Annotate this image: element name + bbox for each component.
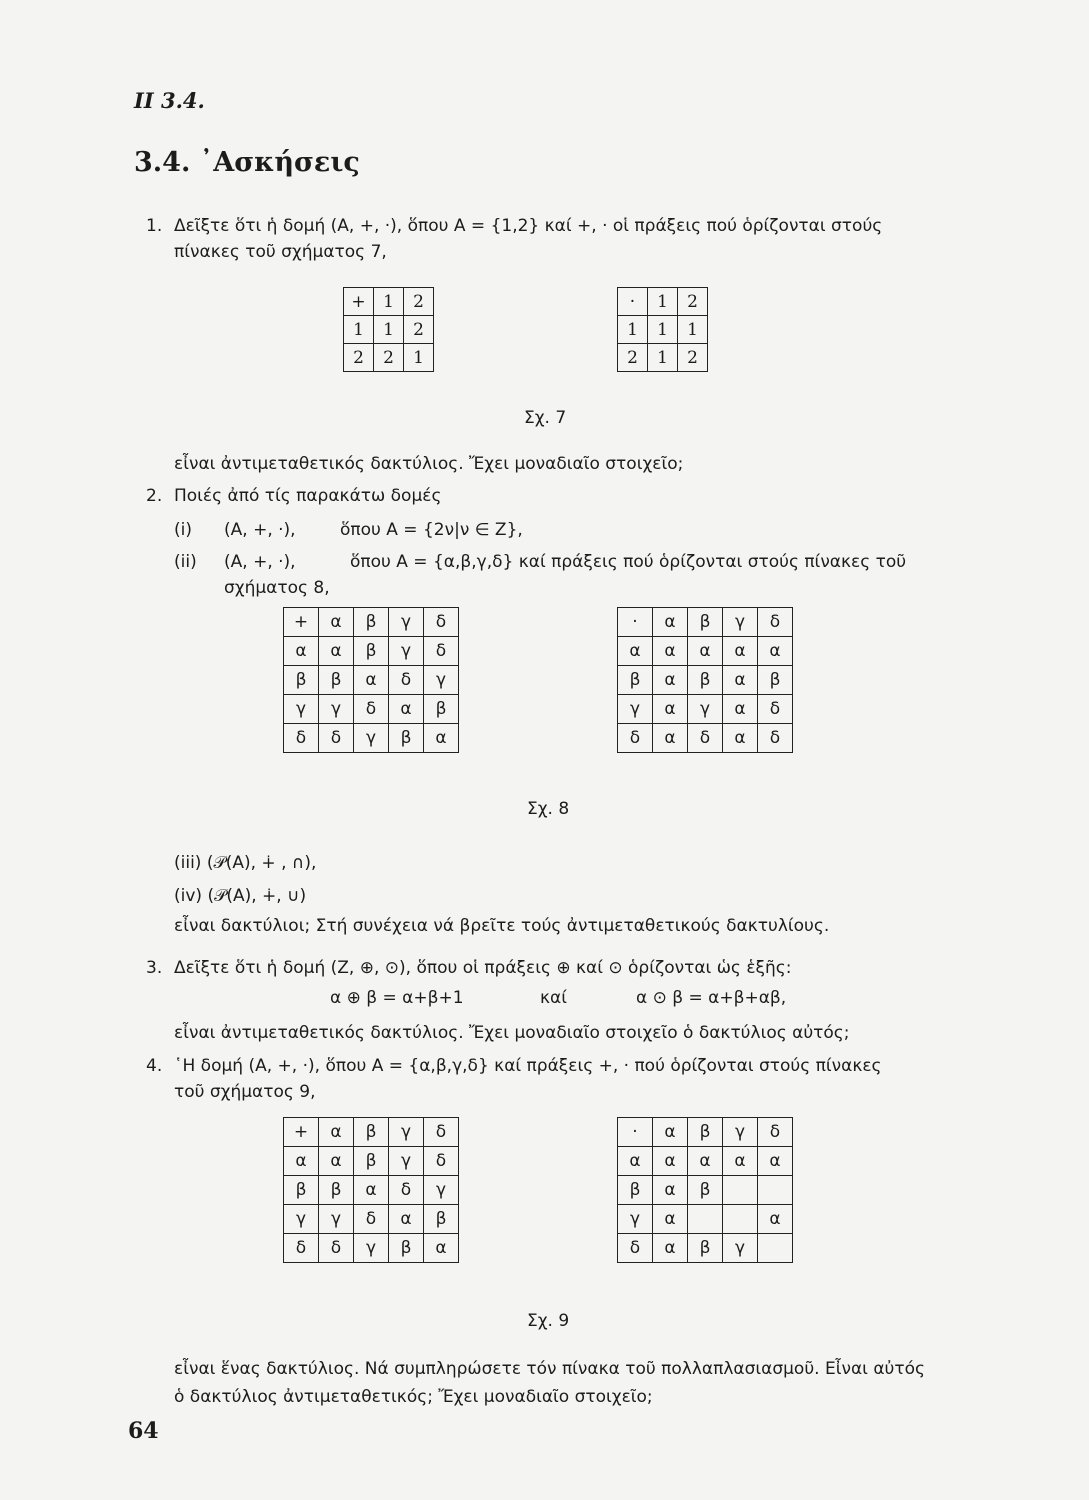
table-cell: 1 [648,344,678,372]
table-row [618,316,708,344]
table-header-row [618,288,708,316]
table-row [618,695,793,724]
column-header: β [354,1118,389,1147]
table-cell: γ [688,695,723,724]
row-header: β [284,1176,319,1205]
column-header: α [653,1118,688,1147]
structure-notation: (Α, +, ·), [224,520,296,540]
table-row [618,637,793,666]
exercise-text: Δεῖξτε ὅτι ἡ δομή (Α, +, ·), ὅπου Α = {1,2} καί +, · οἱ πράξεις πού ὁρίζονται στούς [174,216,883,236]
figure-caption-7: Σχ. 7 [524,408,567,428]
table-row [618,1147,793,1176]
table-cell: γ [319,1205,354,1234]
column-header: β [688,1118,723,1147]
table-cell: α [723,724,758,753]
table-row [284,1176,459,1205]
table-cell: δ [319,724,354,753]
column-header: δ [424,608,459,637]
table-cell: α [389,695,424,724]
table-cell: α [758,1205,793,1234]
table-row [618,666,793,695]
exercise-number: 3. [146,958,163,978]
table-row [618,724,793,753]
table-cell: β [389,1234,424,1263]
fig9-multiplication-table [617,1117,793,1263]
table-cell: α [653,1205,688,1234]
table-cell: α [723,695,758,724]
column-header: δ [758,1118,793,1147]
empty-cell [758,1234,793,1263]
row-header: γ [618,1205,653,1234]
column-header: β [354,608,389,637]
exercise-2-conclusion: εἶναι δακτύλιοι; Στή συνέχεια νά βρεῖτε τούς ἀντιμεταθετικούς δακτυλίους. [174,916,830,936]
column-header: 2 [404,288,434,316]
table-cell: 2 [374,344,404,372]
exercise-text: Δεῖξτε ὅτι ἡ δομή (Ζ, ⊕, ⊙), ὅπου οἱ πράξεις ⊕ καί ⊙ ὁρίζονται ὡς ἑξῆς: [174,958,792,978]
table-cell: 1 [404,344,434,372]
exercise-number: 2. [146,486,163,506]
table-cell: α [424,724,459,753]
column-header: α [319,1118,354,1147]
table-cell: γ [389,637,424,666]
table-cell: α [653,1147,688,1176]
table-header-row [618,608,793,637]
table-row [344,344,434,372]
operator-symbol: · [618,608,653,637]
structure-iii: (iii) (𝒫(Α), ∔ , ∩), [174,853,317,873]
column-header: δ [424,1118,459,1147]
table-cell: γ [389,1147,424,1176]
row-header: 1 [344,316,374,344]
table-cell: α [758,1147,793,1176]
column-header: δ [758,608,793,637]
row-header: β [618,666,653,695]
column-header: γ [723,608,758,637]
fig8-addition-table [283,607,459,753]
exercise-3-line-2: εἶναι ἀντιμεταθετικός δακτύλιος. Ἔχει μοναδιαῖο στοιχεῖο ὁ δακτύλιος αὐτός; [174,1023,850,1043]
table-cell: δ [688,724,723,753]
table-header-row [284,1118,459,1147]
fig8-multiplication-table [617,607,793,753]
exercise-text: Ποιές ἀπό τίς παρακάτω δομές [174,486,442,506]
formula-oplus: α ⊕ β = α+β+1 [330,988,464,1008]
table-cell: β [424,695,459,724]
table-cell: δ [758,695,793,724]
row-header: 2 [618,344,648,372]
exercise-text: ῾Η δομή (Α, +, ·), ὅπου Α = {α,β,γ,δ} καί πράξεις +, · πού ὁρίζονται στούς πίνακες [174,1056,882,1076]
table-cell: α [653,724,688,753]
row-header: β [618,1176,653,1205]
table-cell: δ [389,666,424,695]
table-cell: γ [424,1176,459,1205]
exercise-2-intro [146,483,441,509]
table-cell: 1 [678,316,708,344]
table-row [618,1234,793,1263]
structure-iv: (iv) (𝒫(Α), ∔, ∪) [174,886,307,906]
row-header: β [284,666,319,695]
table-cell: δ [389,1176,424,1205]
table-cell: α [424,1234,459,1263]
page-number: 64 [128,1418,159,1444]
empty-cell [723,1205,758,1234]
table-cell: α [688,1147,723,1176]
table-cell: γ [424,666,459,695]
table-header-row [284,608,459,637]
operator-symbol: + [284,1118,319,1147]
fig7-addition-table [343,287,434,372]
table-row [284,1234,459,1263]
table-row [284,1147,459,1176]
table-cell: γ [723,1234,758,1263]
figure-caption-8: Σχ. 8 [527,799,570,819]
formula-odot: α ⊙ β = α+β+αβ, [636,988,787,1008]
table-cell: 1 [374,316,404,344]
exercise-4-line-4: ὁ δακτύλιος ἀντιμεταθετικός; Ἔχει μοναδιαῖο στοιχεῖο; [174,1387,653,1407]
exercise-4-line-2: τοῦ σχήματος 9, [174,1082,316,1102]
table-cell: δ [424,1147,459,1176]
operator-symbol: + [284,608,319,637]
column-header: 1 [648,288,678,316]
fig7-multiplication-table [617,287,708,372]
row-header: δ [618,724,653,753]
table-row [284,637,459,666]
table-cell: α [319,637,354,666]
table-cell: δ [354,1205,389,1234]
column-header: 1 [374,288,404,316]
table-cell: δ [424,637,459,666]
row-header: α [618,1147,653,1176]
column-header: β [688,608,723,637]
structure-ii-cont: σχήματος 8, [224,578,330,598]
row-header: γ [284,695,319,724]
empty-cell [723,1176,758,1205]
table-cell: α [653,666,688,695]
table-row [284,724,459,753]
exercise-4-line-1 [146,1053,882,1079]
table-cell: α [723,1147,758,1176]
empty-cell [758,1176,793,1205]
table-cell: 2 [404,316,434,344]
row-header: δ [284,1234,319,1263]
structure-notation: (Α, +, ·), [224,552,296,572]
exercise-1-line-3: εἶναι ἀντιμεταθετικός δακτύλιος. Ἔχει μοναδιαῖο στοιχεῖο; [174,454,684,474]
table-cell: β [424,1205,459,1234]
table-cell: α [389,1205,424,1234]
column-header: γ [723,1118,758,1147]
structure-ii [174,549,906,575]
structure-i [174,517,523,543]
table-cell: γ [319,695,354,724]
row-header: 2 [344,344,374,372]
column-header: γ [389,1118,424,1147]
table-row [618,1176,793,1205]
row-header: α [284,1147,319,1176]
column-header: γ [389,608,424,637]
row-header: 1 [618,316,648,344]
column-header: α [653,608,688,637]
running-head: II 3.4. [134,88,205,113]
set-definition: ὅπου Α = {α,β,γ,δ} καί πράξεις πού ὁρίζονται στούς πίνακες τοῦ [350,552,907,572]
table-cell: β [319,1176,354,1205]
row-header: γ [284,1205,319,1234]
operator-symbol: · [618,288,648,316]
table-cell: β [354,637,389,666]
table-row [284,666,459,695]
table-cell: β [688,1234,723,1263]
table-row [618,1205,793,1234]
table-cell: α [688,637,723,666]
exercise-1-line-2: πίνακες τοῦ σχήματος 7, [174,242,387,262]
table-cell: β [688,666,723,695]
table-cell: α [653,1176,688,1205]
table-cell: α [723,666,758,695]
table-cell: α [354,666,389,695]
table-cell: α [319,1147,354,1176]
exercise-1-line-1 [146,213,882,239]
table-cell: 2 [678,344,708,372]
exercise-number: 1. [146,216,163,236]
table-cell: β [389,724,424,753]
table-row [344,316,434,344]
item-label: (ii) [174,552,197,572]
table-cell: δ [354,695,389,724]
row-header: δ [618,1234,653,1263]
column-header: α [319,608,354,637]
formula-conjunction: καί [540,988,567,1008]
set-definition: ὅπου Α = {2ν|ν ∈ Ζ}, [340,520,523,540]
item-label: (i) [174,520,192,540]
table-cell: α [653,637,688,666]
row-header: γ [618,695,653,724]
table-cell: 1 [648,316,678,344]
exercise-number: 4. [146,1056,163,1076]
fig9-addition-table [283,1117,459,1263]
exercise-3-line-1 [146,955,791,981]
table-cell: β [319,666,354,695]
exercise-4-line-3: εἶναι ἕνας δακτύλιος. Νά συμπληρώσετε τόν πίνακα τοῦ πολλαπλασιασμοῦ. Εἶναι αὐτός [174,1359,925,1379]
table-row [284,695,459,724]
table-row [284,1205,459,1234]
row-header: α [284,637,319,666]
table-cell: α [653,695,688,724]
row-header: α [618,637,653,666]
table-cell: α [723,637,758,666]
empty-cell [688,1205,723,1234]
row-header: δ [284,724,319,753]
section-title: 3.4. ᾿Ασκήσεις [134,147,360,178]
table-cell: α [758,637,793,666]
table-cell: α [354,1176,389,1205]
table-cell: β [688,1176,723,1205]
table-cell: γ [354,724,389,753]
table-cell: α [653,1234,688,1263]
figure-caption-9: Σχ. 9 [527,1311,570,1331]
table-cell: δ [758,724,793,753]
operator-symbol: · [618,1118,653,1147]
table-header-row [344,288,434,316]
operator-symbol: + [344,288,374,316]
column-header: 2 [678,288,708,316]
table-row [618,344,708,372]
table-cell: δ [319,1234,354,1263]
table-cell: β [354,1147,389,1176]
table-cell: γ [354,1234,389,1263]
table-header-row [618,1118,793,1147]
table-cell: β [758,666,793,695]
